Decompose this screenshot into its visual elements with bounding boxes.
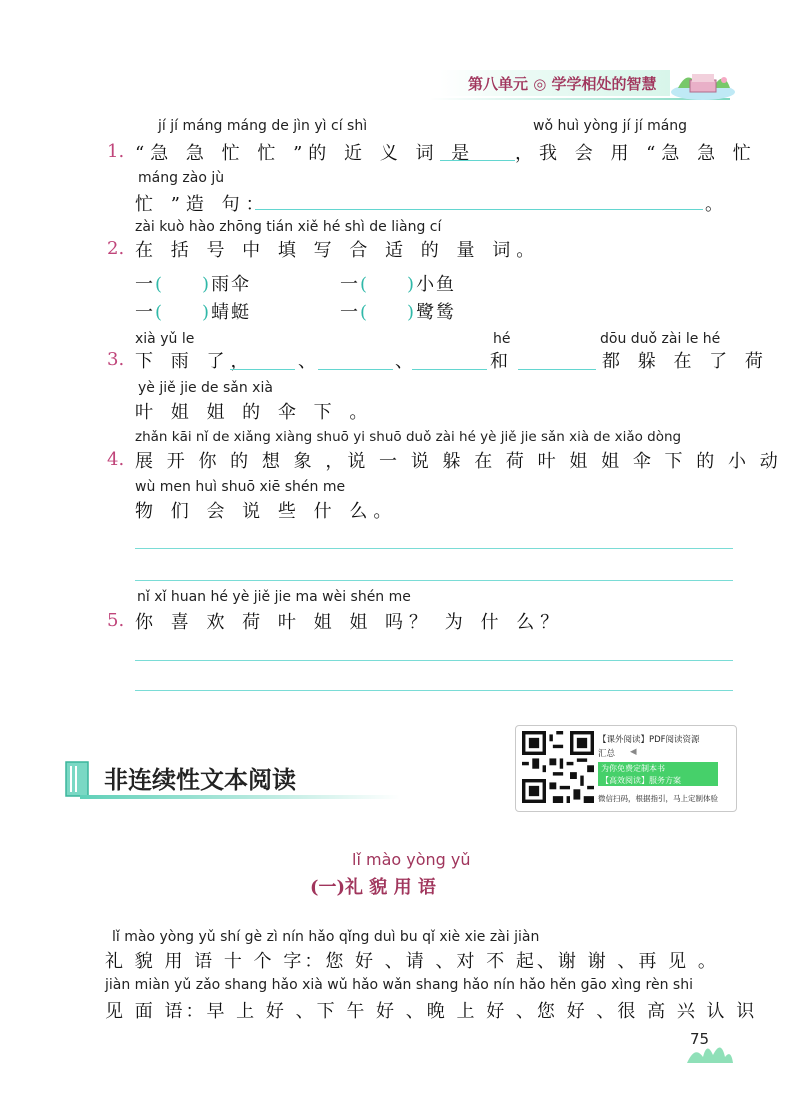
q4-number: 4. bbox=[107, 449, 125, 470]
section-underline bbox=[80, 795, 400, 799]
paragraph-1: 礼 貌 用 语 十 个 字：您 好 、请 、对 不 起、谢 谢 、再 见 。 bbox=[105, 951, 719, 972]
q1-text-2: ，我 会 用 “急 急 忙 bbox=[515, 143, 757, 164]
q1-text-1: “急 急 忙 忙 ”的 近 义 词 是 bbox=[135, 143, 476, 164]
q1-text-3: 忙 ”造 句： bbox=[135, 194, 270, 215]
q3-blank-3[interactable] bbox=[412, 369, 487, 370]
q1-number: 1. bbox=[107, 141, 125, 162]
q3-pinyin-2: hé bbox=[493, 331, 511, 347]
paragraph-2: 见 面 语：早 上 好 、下 午 好 、晚 上 好 、您 好 、很 高 兴 认 识 bbox=[105, 1001, 758, 1022]
q3-blank-4[interactable] bbox=[518, 369, 596, 370]
qr-line-1: 【课外阅读】PDF阅读资源 bbox=[598, 735, 700, 745]
qr-footer: 微信扫码，根据指引，马上定制体验 bbox=[598, 794, 718, 803]
play-arrow-icon: ◀ bbox=[630, 747, 637, 757]
q2-number: 2. bbox=[107, 238, 125, 259]
q3-text-3: 叶 姐 姐 的 伞 下 。 bbox=[135, 402, 374, 423]
q3-he: 和 bbox=[490, 351, 510, 372]
q5-text: 你 喜 欢 荷 叶 姐 姐 吗？ 为 什 么？ bbox=[135, 612, 565, 633]
q1-pinyin-3: máng zào jù bbox=[138, 170, 225, 186]
q4-pinyin-1: zhǎn kāi nǐ de xiǎng xiàng shuō yi shuō duǒ zài hé yè jiě jie sǎn xià de xiǎo dòng bbox=[135, 429, 682, 445]
q2-pinyin: zài kuò hào zhōng tián xiě hé shì de liàng cí bbox=[135, 219, 442, 235]
q1-sentence-blank[interactable] bbox=[255, 209, 703, 210]
paragraph-1-pinyin: lǐ mào yòng yǔ shí gè zì nín hǎo qǐng duì bu qǐ xiè xie zài jiàn bbox=[112, 929, 540, 945]
q1-pinyin-2: wǒ huì yòng jí jí máng bbox=[533, 118, 688, 134]
qr-green-line-2: 【高效阅读】服务方案 bbox=[601, 776, 681, 785]
q1-end-mark: 。 bbox=[705, 194, 729, 215]
unit-title: 第八单元 ◎ 学学相处的智慧 bbox=[468, 75, 657, 93]
q5-writing-line-2[interactable] bbox=[135, 690, 733, 691]
q2-text: 在 括 号 中 填 写 合 适 的 量 词。 bbox=[135, 240, 541, 261]
q1-answer-blank[interactable] bbox=[440, 160, 515, 161]
q2-item-3: 一( )蜻蜓 bbox=[135, 302, 252, 323]
q5-writing-line-1[interactable] bbox=[135, 660, 733, 661]
qr-line-2: 汇总 bbox=[598, 749, 616, 759]
article-title-pinyin: lǐ mào yòng yǔ bbox=[352, 850, 471, 869]
qr-green-line-1: 为你免费定制本书 bbox=[601, 764, 665, 773]
section-title: 非连续性文本阅读 bbox=[104, 766, 296, 794]
q3-number: 3. bbox=[107, 349, 125, 370]
q5-pinyin: nǐ xǐ huan hé yè jiě jie ma wèi shén me bbox=[137, 589, 411, 605]
q3-pinyin-4: yè jiě jie de sǎn xià bbox=[138, 380, 273, 396]
q4-pinyin-2: wù men huì shuō xiē shén me bbox=[135, 479, 346, 495]
q2-item-1: 一( )雨伞 bbox=[135, 274, 252, 295]
q3-blank-1[interactable] bbox=[230, 369, 295, 370]
q3-sep-2: 、 bbox=[395, 351, 415, 372]
q1-pinyin-1: jí jí máng máng de jìn yì cí shì bbox=[158, 118, 368, 134]
q4-writing-line-2[interactable] bbox=[135, 580, 733, 581]
q2-item-2: 一( )小鱼 bbox=[340, 274, 457, 295]
qr-code-icon[interactable] bbox=[522, 731, 594, 803]
q3-pinyin-3: dōu duǒ zài le hé bbox=[600, 331, 721, 347]
q4-text-2: 物 们 会 说 些 什 么。 bbox=[135, 501, 398, 522]
lotus-illustration-icon bbox=[668, 58, 738, 102]
paragraph-2-pinyin: jiàn miàn yǔ zǎo shang hǎo xià wǔ hǎo wǎn shang hǎo nín hǎo hěn gāo xìng rèn shi bbox=[105, 977, 693, 993]
q3-text-2: 都 躲 在 了 荷 bbox=[602, 351, 769, 372]
q3-sep-1: 、 bbox=[298, 351, 318, 372]
q3-text-1: 下 雨 了， bbox=[135, 351, 255, 372]
q3-pinyin-1: xià yǔ le bbox=[135, 331, 195, 347]
q4-text-1: 展 开 你 的 想 象 ，说 一 说 躲 在 荷 叶 姐 姐 伞 下 的 小 动 bbox=[135, 451, 782, 472]
q2-item-4: 一( )鹭鸶 bbox=[340, 302, 457, 323]
q3-blank-2[interactable] bbox=[318, 369, 393, 370]
q5-number: 5. bbox=[107, 610, 125, 631]
book-section-icon bbox=[62, 758, 92, 800]
page-number: 75 bbox=[690, 1030, 710, 1048]
q4-writing-line-1[interactable] bbox=[135, 548, 733, 549]
article-title: (一)礼 貌 用 语 bbox=[310, 877, 436, 898]
